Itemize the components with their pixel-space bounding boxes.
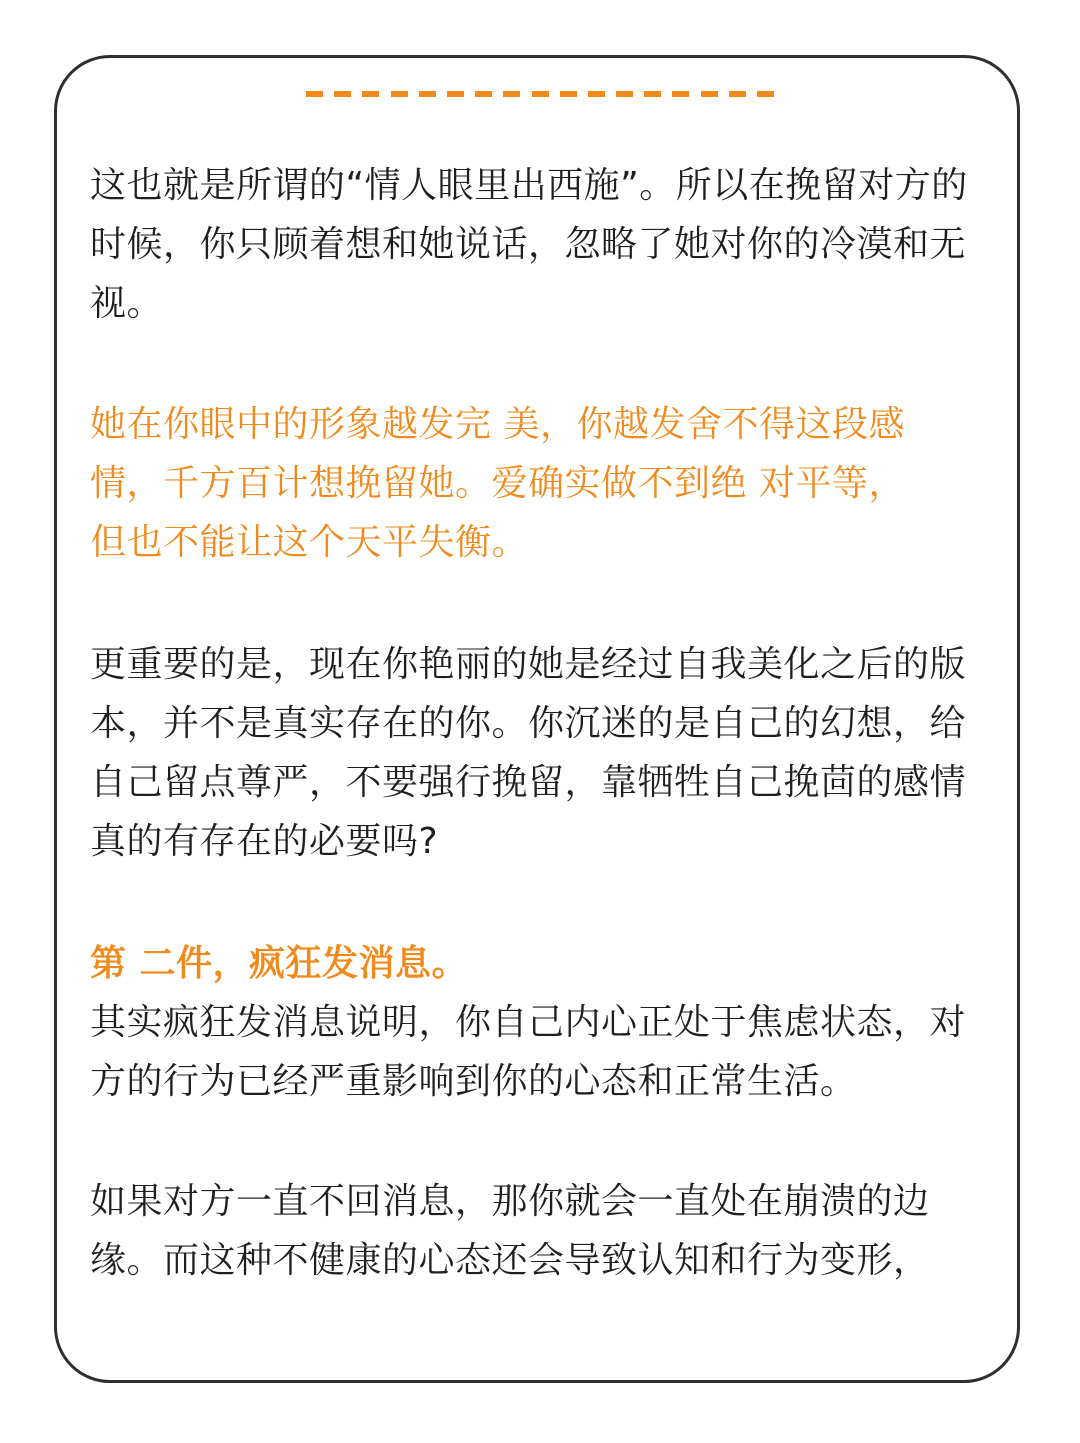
divider-dash xyxy=(306,91,323,97)
divider-dash xyxy=(757,91,774,97)
divider-dash xyxy=(447,91,464,97)
divider-dash xyxy=(391,91,408,97)
divider-dash xyxy=(503,91,520,97)
divider-dash xyxy=(475,91,492,97)
paragraph-main: 更重要的是，现在你艳丽的她是经过自我美化之后的版本，并不是真实存在的你。你沉迷的是自己的幻想，给自己留点尊严，不要强行挽留，靠牺牲自己挽茴的感情真的有存在的必要吗? xyxy=(90,644,967,862)
divider-dash xyxy=(334,91,351,97)
divider-dash xyxy=(729,91,746,97)
divider-dash xyxy=(560,91,577,97)
paragraph-highlight: 她在你眼中的形象越发完 美，你越发舍不得这段感情，千方百计想挽留她。爱确实做不到绝 对平等，但也不能让这个天平失衡。 xyxy=(90,404,905,563)
divider-dash xyxy=(644,91,661,97)
section-heading: 第 二件，疯狂发消息。 xyxy=(90,943,469,984)
divider-dash xyxy=(362,91,379,97)
paragraph-collapse: 如果对方一直不回消息，那你就会一直处在崩溃的边缘。而这种不健康的心态还会导致认知和行为变形， xyxy=(90,1181,930,1281)
paragraph-anxiety: 其实疯狂发消息说明，你自己内心正处于焦虑状态，对方的行为已经严重影响到你的心态和正常生活。 xyxy=(90,1002,967,1102)
divider-dash xyxy=(701,91,718,97)
paragraph-intro: 这也就是所谓的“情人眼里出西施”。所以在挽留对方的时候，你只顾着想和她说话，忽略了她对你的冷漠和无视。 xyxy=(90,165,968,324)
divider-dash xyxy=(419,91,436,97)
divider-dash xyxy=(672,91,689,97)
divider-dash xyxy=(588,91,605,97)
divider-dash xyxy=(616,91,633,97)
dashed-divider xyxy=(306,91,774,97)
divider-dash xyxy=(532,91,549,97)
